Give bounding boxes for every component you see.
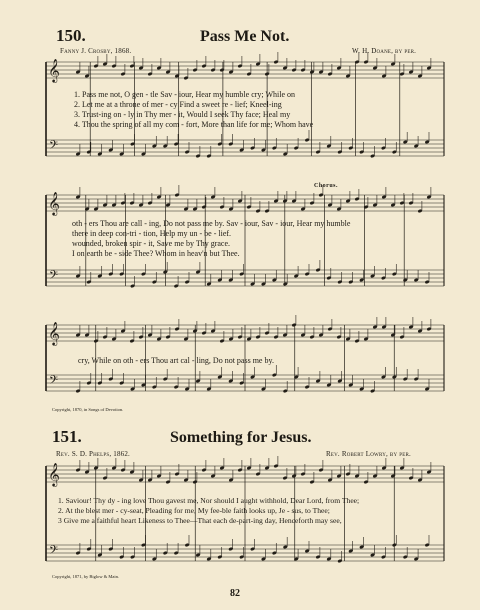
copyright-note: Copyright, 1870, in Songs of Devotion. [52, 407, 124, 412]
treble-clef-icon: 𝄞 [48, 58, 60, 82]
lyrics-block [74, 90, 313, 130]
lyric-line: wounded, broken spir - it, Save me by Thy grace. [72, 239, 231, 248]
treble-clef-icon: 𝄞 [48, 321, 60, 345]
lyric-line: 4. Thou the spring of all my com - fort, More than life for me; Whom have [74, 120, 314, 129]
lyric-line: there in deep con-tri - tion, Help my un - be - lief. [72, 229, 232, 238]
lyrics-block [78, 356, 274, 366]
copyright-note: Copyright, 1871, by Biglow & Main. [52, 574, 120, 579]
lyric-line: 3. Trust-ing on - ly in Thy mer - it, Would I seek Thy face; Heal my [74, 110, 291, 119]
hymn-number: 150. [56, 26, 86, 45]
lyric-line: 3 Give me a faithful heart Likeness to Thee—That each de-part-ing day, Henceforth may see, [58, 516, 342, 525]
treble-clef-icon: 𝄞 [48, 462, 60, 486]
hymn-author: Fanny J. Crosby, 1868. [60, 47, 132, 55]
bass-clef-icon: 𝄢 [49, 269, 59, 285]
chorus-label: Chorus. [314, 183, 339, 189]
bass-clef-icon: 𝄢 [49, 374, 59, 390]
treble-clef-icon: 𝄞 [48, 191, 60, 215]
hymn-composer: Rev. Robert Lowry, by per. [326, 450, 411, 458]
lyric-line: cry, While on oth - ers Thou art cal - ling, Do not pass me by. [78, 356, 274, 365]
page-number: 82 [230, 588, 240, 599]
hymn-number: 151. [52, 427, 82, 446]
hymn-author: Rev. S. D. Phelps, 1862. [56, 450, 131, 458]
lyric-line: 1. Saviour! Thy dy - ing love Thou gavest me, Nor should I aught withhold, Dear Lord, from Thee; [58, 496, 360, 505]
lyric-line: 2. Let me at a throne of mer - cy Find a sweet re - lief; Kneel-ing [74, 100, 282, 109]
lyrics-block [58, 496, 359, 526]
lyrics-block [72, 219, 350, 259]
lyric-line: oth - ers Thou are call - ing, Do not pass me by. Sav - iour, Sav - iour, Hear my humble [72, 219, 351, 228]
hymn-composer: W. H. Doane, by per. [352, 47, 417, 55]
lyric-line: I on earth be - side Thee? Whom in heav'n but Thee. [72, 249, 240, 258]
hymn-title: Something for Jesus. [170, 429, 312, 446]
lyric-line: 2. At the blest mer - cy-seat, Pleading for me, My fee-ble faith looks up, Je - sus, to Thee; [58, 506, 330, 515]
hymn-title: Pass Me Not. [200, 28, 290, 45]
bass-clef-icon: 𝄢 [49, 544, 59, 560]
lyric-line: 1. Pass me not, O gen - tle Sav - iour, Hear my humble cry; While on [74, 90, 296, 99]
bass-clef-icon: 𝄢 [49, 139, 59, 155]
